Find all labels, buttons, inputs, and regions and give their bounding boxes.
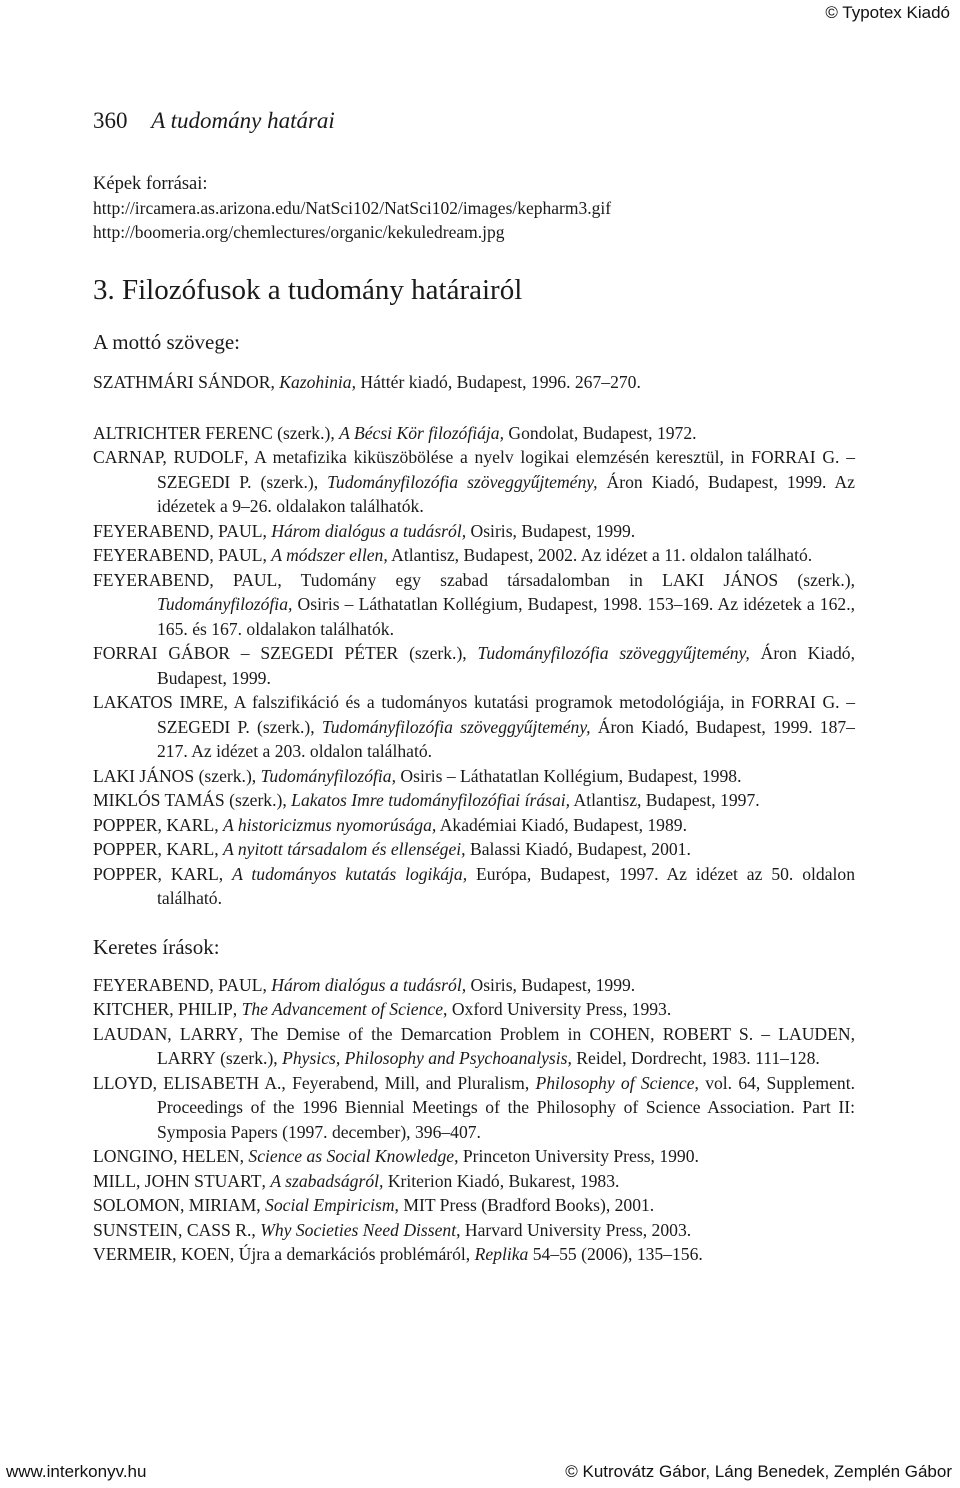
motto-label: A mottó szövege: xyxy=(93,330,240,354)
work-title: Physics, Philosophy and Psychoanalysis, xyxy=(282,1048,572,1068)
reference-entry xyxy=(93,519,855,544)
image-sources xyxy=(93,172,855,244)
reference-text: , Oxford University Press, 1993. xyxy=(443,999,672,1019)
page-number: 360 xyxy=(93,108,128,133)
image-sources-label: Képek forrásai: xyxy=(93,174,208,194)
reference-entry xyxy=(93,788,855,813)
reference-entry xyxy=(93,1218,855,1243)
reference-entry xyxy=(93,973,855,998)
reference-text: (szerk.), xyxy=(251,471,328,492)
reference-entry xyxy=(93,1242,855,1267)
author-name: FORRAI G. – SZEGEDI P. xyxy=(157,447,855,492)
work-title: A tudományos kutatás logikája, xyxy=(232,863,468,884)
boxed-reference-list xyxy=(93,973,855,1267)
reference-text: Áron Kiadó, Budapest, 1999. Az idézetek a 9–26. oldalakon találhatók. xyxy=(157,471,855,516)
footer-authors: © Kutrovátz Gábor, Láng Benedek, Zemplén Gábor xyxy=(565,1462,952,1481)
reference-text: , vol. 64, Supplement. Proceedings of the 1996 Biennial Meetings of the Philosophy of Science Association. Part II: Symposia Papers (1997. december), 396–407. xyxy=(157,1072,856,1142)
reference-text: , xyxy=(261,1170,271,1191)
work-title: Kazohinia, xyxy=(279,372,356,392)
section-title: 3. Filozófusok a tudomány határairól xyxy=(93,274,523,306)
work-title: A historicizmus nyomorúsága, xyxy=(223,814,437,835)
reference-text: Atlantisz, Budapest, 2002. Az idézet a 11. oldalon található. xyxy=(387,545,813,565)
reference-text: , xyxy=(214,839,224,859)
reference-text: , xyxy=(218,863,233,884)
work-title: A nyitott társadalom és ellenségei, xyxy=(223,839,466,859)
reference-text: , xyxy=(262,974,272,995)
reference-text: Reidel, Dordrecht, 1983. 111–128. xyxy=(571,1048,820,1068)
reference-text: (szerk.), xyxy=(398,643,478,663)
work-title: A módszer ellen, xyxy=(271,545,388,565)
reference-entry xyxy=(93,837,855,862)
reference-entry xyxy=(93,1169,855,1194)
reference-text: , xyxy=(239,1146,249,1166)
author-name: LAUDAN, LARRY xyxy=(93,1023,239,1044)
reference-text: Áron Kiadó, Budapest, 1999. 187–217. Az idézet a 203. oldalon található. xyxy=(157,716,855,761)
work-title: Why Societies Need Dissent xyxy=(260,1219,457,1240)
work-title: Három dialógus a tudásról, xyxy=(271,520,467,541)
reference-entry xyxy=(93,813,855,838)
author-name: POPPER, KARL xyxy=(93,839,215,859)
reference-text: , The Demise of the Demarcation Problem in xyxy=(238,1023,590,1044)
reference-entry xyxy=(93,543,855,568)
author-name: FEYERABEND, PAUL xyxy=(93,520,263,541)
author-name: KITCHER, PHILIP xyxy=(93,999,233,1019)
author-name: FEYERABEND, PAUL xyxy=(93,569,278,590)
author-name: LAKATOS IMRE xyxy=(93,692,224,712)
reference-text: (szerk.), xyxy=(215,1048,283,1068)
reference-text: Osiris – Láthatatlan Kollégium, Budapest, 1998. 153–169. Az idézetek a 162., 165. és 167. oldalakon találhatók. xyxy=(157,594,855,639)
reference-text: Áron Kiadó, Budapest, 1999. xyxy=(157,643,855,688)
reference-entry xyxy=(93,1193,855,1218)
work-title: Philosophy of Science xyxy=(535,1072,695,1093)
reference-text: , MIT Press (Bradford Books), 2001. xyxy=(394,1195,655,1215)
reference-text: , Tudomány egy szabad társadalomban in xyxy=(277,569,663,590)
reference-entry xyxy=(93,641,855,690)
author-name: FORRAI GÁBOR – SZEGEDI PÉTER xyxy=(93,643,399,663)
author-name: FORRAI G. – SZEGEDI P. xyxy=(157,692,856,737)
author-name: LLOYD, ELISABETH xyxy=(93,1072,260,1093)
reference-entry xyxy=(93,568,855,642)
author-name: SZATHMÁRI SÁNDOR xyxy=(93,372,271,392)
author-name: LONGINO, HELEN xyxy=(93,1146,240,1166)
author-name: MIKLÓS TAMÁS xyxy=(93,790,225,810)
running-head xyxy=(93,108,335,134)
footer-website: www.interkonyv.hu xyxy=(6,1462,147,1481)
main-reference-list xyxy=(93,421,855,911)
image-source-url: http://boomeria.org/chemlectures/organic/kekuledream.jpg xyxy=(93,222,505,242)
reference-text: , Harvard University Press, 2003. xyxy=(456,1219,692,1240)
work-title: Tudományfilozófia, xyxy=(157,594,293,614)
reference-text: , A falszifikáció és a tudományos kutatási programok metodológiája, in xyxy=(223,692,752,712)
work-title: Lakatos Imre tudományfilozófiai írásai, xyxy=(291,790,571,810)
reference-entry xyxy=(93,370,855,395)
reference-entry xyxy=(93,1144,855,1169)
reference-text: Gondolat, Budapest, 1972. xyxy=(504,422,697,443)
reference-entry xyxy=(93,862,855,911)
reference-text: , xyxy=(214,814,224,835)
reference-text: Balassi Kiadó, Budapest, 2001. xyxy=(465,839,691,859)
work-title: Tudományfilozófia szöveggyűjtemény, xyxy=(327,471,598,492)
author-name: FEYERABEND, PAUL xyxy=(93,974,263,995)
reference-text: (szerk.), xyxy=(224,790,292,810)
reference-entry xyxy=(93,421,855,446)
reference-entry xyxy=(93,445,855,519)
reference-entry xyxy=(93,690,855,764)
author-name: MILL, JOHN STUART xyxy=(93,1170,262,1191)
reference-text: 54–55 (2006), 135–156. xyxy=(528,1244,703,1264)
reference-text: , xyxy=(262,545,272,565)
author-name: FEYERABEND, PAUL xyxy=(93,545,263,565)
reference-text: (szerk.), xyxy=(194,765,261,786)
work-title: A Bécsi Kör filozófiája, xyxy=(339,422,505,443)
author-name: LAKI JÁNOS xyxy=(93,765,195,786)
work-title: Replika xyxy=(474,1244,529,1264)
boxed-texts-label: Keretes írások: xyxy=(93,934,220,959)
author-name: POPPER, KARL xyxy=(93,863,219,884)
work-title: Social Empiricism xyxy=(265,1195,395,1215)
motto-reference-list xyxy=(93,370,855,395)
reference-text: Osiris, Budapest, 1999. xyxy=(466,520,636,541)
reference-text: Akadémiai Kiadó, Budapest, 1989. xyxy=(436,814,687,835)
reference-text: Osiris, Budapest, 1999. xyxy=(466,974,636,995)
reference-text: (szerk.), xyxy=(249,716,322,737)
reference-entry xyxy=(93,764,855,789)
work-title: Három dialógus a tudásról, xyxy=(271,974,467,995)
reference-text: Kriterion Kiadó, Bukarest, 1983. xyxy=(383,1170,620,1191)
running-title: A tudomány határai xyxy=(151,108,335,133)
image-source-url: http://ircamera.as.arizona.edu/NatSci102/NatSci102/images/kepharm3.gif xyxy=(93,198,612,218)
reference-text: Osiris – Láthatatlan Kollégium, Budapest, 1998. xyxy=(396,765,742,786)
spacer xyxy=(93,395,855,421)
work-title: Tudományfilozófia szöveggyűjtemény, xyxy=(321,716,591,737)
reference-text: , A metafizika kiküszöbölése a nyelv logikai elemzésén keresztül, in xyxy=(243,447,752,467)
work-title: A szabadságról, xyxy=(270,1170,384,1191)
reference-text: , Princeton University Press, 1990. xyxy=(454,1146,699,1166)
page-content xyxy=(93,172,855,1267)
author-name: ALTRICHTER FERENC xyxy=(93,422,273,443)
reference-text: , xyxy=(270,372,280,392)
reference-text: (szerk.), xyxy=(778,569,855,590)
reference-text: , xyxy=(262,520,272,541)
author-name: COHEN, ROBERT S. – LAUDEN, LARRY xyxy=(157,1023,855,1068)
author-name: SUNSTEIN, CASS R. xyxy=(93,1219,252,1240)
copyright-notice: © Typotex Kiadó xyxy=(825,3,950,22)
work-title: The Advancement of Science xyxy=(241,999,444,1019)
reference-entry xyxy=(93,1071,855,1145)
reference-text: , xyxy=(232,999,242,1019)
work-title: Science as Social Knowledge xyxy=(248,1146,455,1166)
author-name: LAKI JÁNOS xyxy=(662,569,779,590)
reference-entry xyxy=(93,1022,855,1071)
reference-text: A., Feyerabend, Mill, and Pluralism, xyxy=(259,1072,536,1093)
reference-text: Atlantisz, Budapest, 1997. xyxy=(570,790,760,810)
reference-text: , xyxy=(251,1219,261,1240)
reference-text: Háttér kiadó, Budapest, 1996. 267–270. xyxy=(355,372,641,392)
work-title: Tudományfilozófia szöveggyűjtemény, xyxy=(477,643,750,663)
reference-text: Európa, Budapest, 1997. Az idézet az 50. oldalon található. xyxy=(157,863,856,908)
reference-entry xyxy=(93,997,855,1022)
author-name: CARNAP, RUDOLF xyxy=(93,447,244,467)
author-name: SOLOMON, MIRIAM xyxy=(93,1195,257,1215)
reference-text: (szerk.), xyxy=(272,422,340,443)
author-name: VERMEIR, KOEN xyxy=(93,1244,230,1264)
reference-text: , Újra a demarkációs problémáról, xyxy=(229,1244,475,1264)
author-name: POPPER, KARL xyxy=(93,814,215,835)
work-title: Tudományfilozófia, xyxy=(260,765,396,786)
reference-text: , xyxy=(256,1195,266,1215)
